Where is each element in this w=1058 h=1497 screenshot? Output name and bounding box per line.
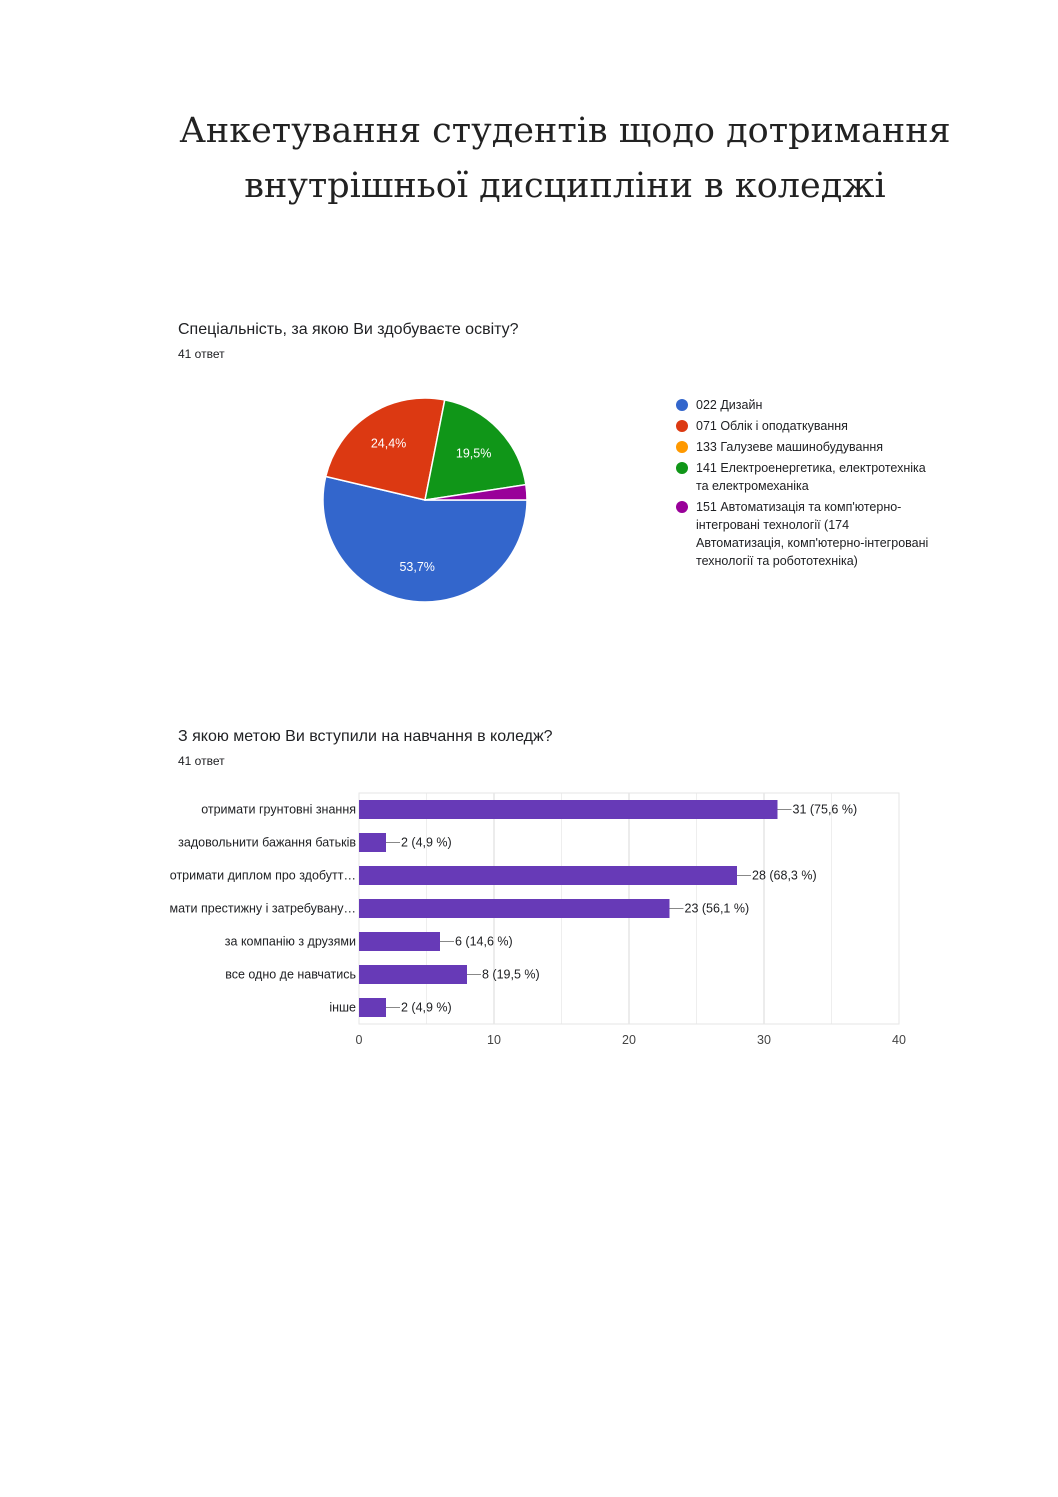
pie-chart — [310, 385, 540, 615]
category-label: отримати грунтовні знання — [201, 802, 356, 817]
pie-legend — [676, 396, 936, 573]
title-line-1: Анкетування студентів щодо дотримання — [179, 111, 951, 151]
value-label: 31 (75,6 %) — [792, 802, 858, 817]
bar-chart — [140, 785, 920, 1055]
legend-swatch — [676, 501, 688, 513]
question-1-responses: 41 ответ — [178, 347, 225, 361]
x-tick-label: 40 — [892, 1033, 906, 1047]
bar — [359, 800, 778, 819]
legend-label: 071 Облік і оподаткування — [696, 419, 848, 433]
legend-swatch — [676, 441, 688, 453]
legend-item — [676, 459, 936, 495]
bar — [359, 899, 670, 918]
value-label: 8 (19,5 %) — [482, 967, 540, 982]
question-1-title: Спеціальність, за якою Ви здобуваєте освіту? — [178, 321, 519, 338]
legend-swatch — [676, 462, 688, 474]
legend-item — [676, 498, 936, 570]
legend-item — [676, 396, 936, 414]
document-title — [130, 104, 1000, 214]
value-label: 23 (56,1 %) — [684, 901, 750, 916]
value-label: 2 (4,9 %) — [401, 835, 452, 850]
title-line-2: внутрішньої дисципліни в коледжі — [244, 166, 886, 206]
category-label: інше — [329, 1000, 356, 1015]
legend-item — [676, 417, 936, 435]
category-label: мати престижну і затребувану… — [169, 901, 356, 916]
legend-item — [676, 438, 936, 456]
bar — [359, 866, 737, 885]
value-label: 6 (14,6 %) — [455, 934, 513, 949]
legend-label: 151 Автоматизація та комп'ютерно-інтегровані технології (174 Автоматизація, комп'ютерно-інтегровані технології та робототехніка) — [696, 500, 929, 568]
x-tick-label: 30 — [757, 1033, 771, 1047]
category-label: задовольнити бажання батьків — [178, 835, 356, 850]
bar — [359, 998, 386, 1017]
legend-label: 022 Дизайн — [696, 398, 763, 412]
pie-slice-label: 53,7% — [399, 559, 435, 574]
value-label: 2 (4,9 %) — [401, 1000, 452, 1015]
legend-label: 141 Електроенергетика, електротехніка та електромеханіка — [696, 461, 926, 493]
legend-label: 133 Галузеве машинобудування — [696, 440, 884, 454]
bar — [359, 965, 467, 984]
question-2-responses: 41 ответ — [178, 754, 225, 768]
category-label: отримати диплом про здобутт… — [169, 868, 356, 883]
x-tick-label: 20 — [622, 1033, 636, 1047]
value-label: 28 (68,3 %) — [752, 868, 817, 883]
question-2-title: З якою метою Ви вступили на навчання в коледж? — [178, 728, 553, 745]
legend-swatch — [676, 399, 688, 411]
x-tick-label: 0 — [355, 1033, 363, 1047]
bar — [359, 833, 386, 852]
bar — [359, 932, 440, 951]
x-tick-label: 10 — [487, 1033, 501, 1047]
category-label: за компанію з друзями — [224, 934, 356, 949]
legend-swatch — [676, 420, 688, 432]
category-label: все одно де навчатись — [225, 967, 356, 982]
pie-slice-label: 24,4% — [370, 436, 407, 451]
pie-slice-label: 19,5% — [455, 446, 492, 461]
